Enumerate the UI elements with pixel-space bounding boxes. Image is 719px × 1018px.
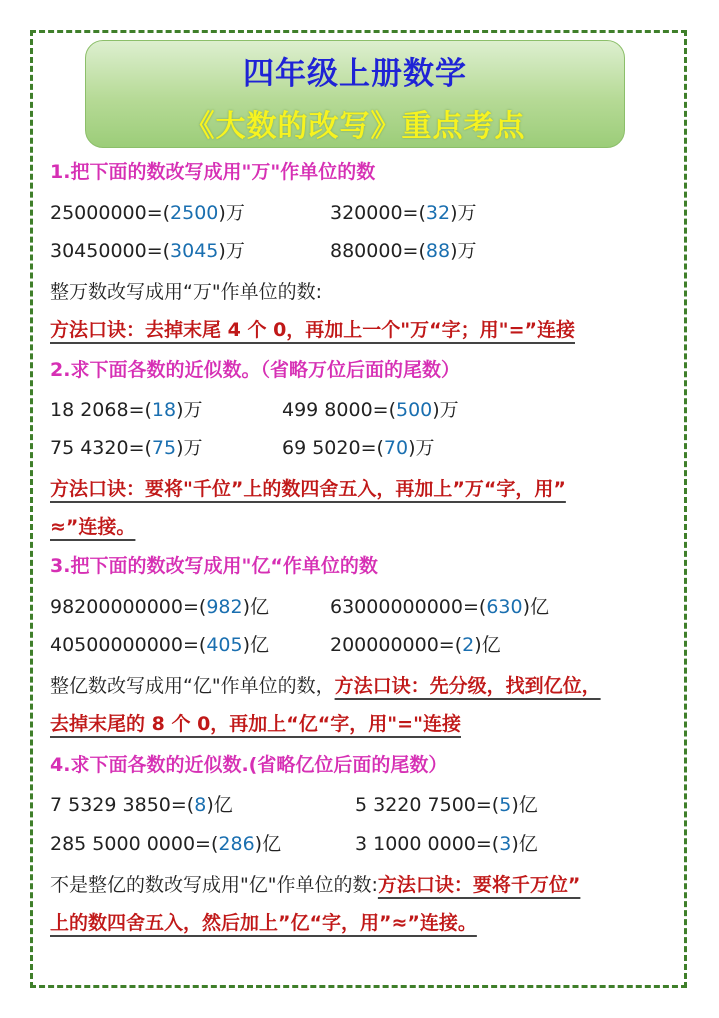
s3-q2: 63000000000=(630)亿: [330, 596, 549, 618]
s1-q2: 320000=(32)万: [330, 202, 477, 224]
section-1-heading: 1.把下面的数改写成用"万"作单位的数: [50, 161, 376, 183]
s2-q4: 69 5020=(70)万: [282, 437, 435, 459]
s3-q4: 200000000=(2)亿: [330, 634, 501, 656]
s3-q1: 98200000000=(982)亿: [50, 596, 269, 618]
answer: 75: [151, 437, 177, 459]
s4-note-line: [50, 876, 580, 895]
s1-q4: 880000=(88)万: [330, 240, 477, 262]
s2-q1: 18 2068=(18)万: [50, 399, 203, 421]
s4-q1: 7 5329 3850=(8)亿: [50, 794, 233, 816]
answer: 8: [194, 794, 207, 816]
answer: 88: [425, 240, 451, 262]
s4-rule-line2: 上的数四舍五入，然后加上”亿“字，用”≈”连接。: [50, 912, 477, 934]
answer: 3: [499, 833, 512, 855]
s3-note-line: [50, 677, 601, 696]
section-3-heading: 3.把下面的数改写成用"亿“作单位的数: [50, 555, 378, 577]
s2-rule-line2: ≈”连接。: [50, 516, 136, 538]
s4-q2: 5 3220 7500=(5)亿: [355, 794, 538, 816]
section-4-heading: 4.求下面各数的近似数.(省略亿位后面的尾数）: [50, 754, 448, 776]
page-title: 四年级上册数学: [243, 56, 467, 92]
answer: 982: [206, 596, 243, 618]
s3-q3: 40500000000=(405)亿: [50, 634, 269, 656]
s2-rule-line1: 方法口诀：要将"千位”上的数四舍五入，再加上”万“字，用”: [50, 478, 566, 500]
answer: 5: [499, 794, 512, 816]
answer: 500: [396, 399, 433, 421]
section-2-heading: 2.求下面各数的近似数。（省略万位后面的尾数）: [50, 359, 460, 381]
answer: 70: [383, 437, 409, 459]
answer: 286: [218, 833, 255, 855]
s1-q3: 30450000=(3045)万: [50, 240, 245, 262]
s4-note: 不是整亿的数改写成用"亿"作单位的数:: [50, 874, 378, 896]
s4-rule-line1: 方法口诀：要将千万位”: [377, 874, 581, 896]
answer: 405: [206, 634, 243, 656]
s3-rule-line1: 方法口诀：先分级，找到亿位，: [334, 675, 601, 697]
answer: 3045: [170, 240, 219, 262]
answer: 2: [462, 634, 475, 656]
s3-note: 整亿数改写成用“亿"作单位的数，: [50, 675, 335, 697]
s1-q1: 25000000=(2500)万: [50, 202, 245, 224]
answer: 18: [151, 399, 177, 421]
s1-note: 整万数改写成用“万"作单位的数:: [50, 281, 322, 303]
page-subtitle: 《大数的改写》重点考点: [184, 109, 526, 144]
s2-q3: 75 4320=(75)万: [50, 437, 203, 459]
s4-q3: 285 5000 0000=(286)亿: [50, 833, 282, 855]
s3-rule-line2: 去掉末尾的 8 个 0，再加上“亿“字，用"="连接: [50, 713, 461, 735]
answer: 630: [486, 596, 523, 618]
answer: 32: [425, 202, 451, 224]
s2-q2: 499 8000=(500)万: [282, 399, 459, 421]
answer: 2500: [170, 202, 219, 224]
s1-rule: 方法口诀：去掉末尾 4 个 0，再加上一个"万“字；用"=”连接: [50, 319, 575, 341]
s4-q4: 3 1000 0000=(3)亿: [355, 833, 538, 855]
